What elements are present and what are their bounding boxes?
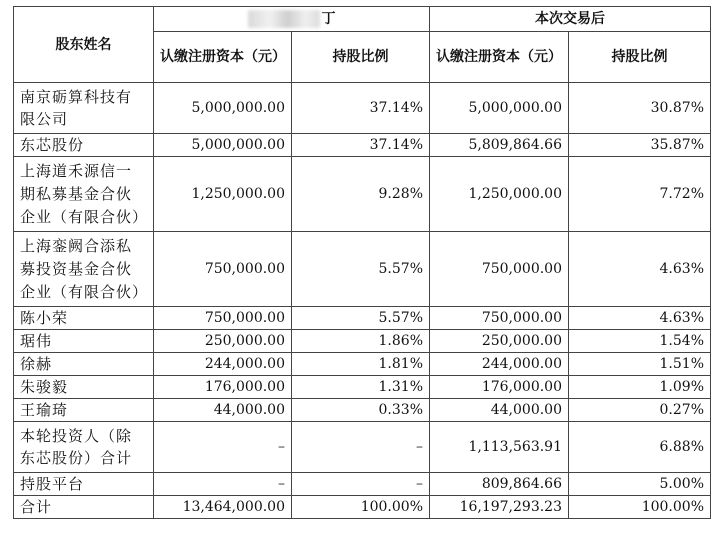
cell-before-ratio: 1.81% bbox=[292, 353, 430, 376]
table-row bbox=[14, 473, 711, 496]
cell-after-ratio: 7.72% bbox=[569, 157, 711, 232]
cell-name: 上海銮阙合添私募投资基金合伙企业（有限合伙） bbox=[14, 232, 154, 307]
cell-after-ratio: 100.00% bbox=[569, 496, 711, 519]
cell-before-ratio: – bbox=[292, 473, 430, 496]
cell-before-ratio: 37.14% bbox=[292, 83, 430, 134]
cell-before-capital: 13,464,000.00 bbox=[154, 496, 292, 519]
cell-before-capital: 750,000.00 bbox=[154, 307, 292, 330]
cell-after-capital: 16,197,293.23 bbox=[430, 496, 569, 519]
cell-name: 本轮投资人（除东芯股份）合计 bbox=[14, 422, 154, 473]
cell-name: 上海道禾源信一期私募基金合伙企业（有限合伙） bbox=[14, 157, 154, 232]
cell-after-capital: 244,000.00 bbox=[430, 353, 569, 376]
header-group-before: 丁 bbox=[154, 7, 430, 32]
table-row bbox=[14, 232, 711, 307]
table-row bbox=[14, 134, 711, 157]
cell-name: 东芯股份 bbox=[14, 134, 154, 157]
cell-before-capital: 44,000.00 bbox=[154, 399, 292, 422]
cell-name: 琚伟 bbox=[14, 330, 154, 353]
cell-before-capital: 5,000,000.00 bbox=[154, 83, 292, 134]
cell-after-capital: 250,000.00 bbox=[430, 330, 569, 353]
cell-after-ratio: 30.87% bbox=[569, 83, 711, 134]
header-before-capital: 认缴注册资本（元） bbox=[154, 32, 292, 83]
cell-before-ratio: 9.28% bbox=[292, 157, 430, 232]
cell-after-ratio: 5.00% bbox=[569, 473, 711, 496]
cell-before-capital: – bbox=[154, 422, 292, 473]
cell-after-capital: 750,000.00 bbox=[430, 307, 569, 330]
cell-after-ratio: 35.87% bbox=[569, 134, 711, 157]
cell-after-ratio: 0.27% bbox=[569, 399, 711, 422]
header-shareholder-name: 股东姓名 bbox=[14, 7, 154, 83]
header-after-ratio: 持股比例 bbox=[569, 32, 711, 83]
cell-before-ratio: 37.14% bbox=[292, 134, 430, 157]
table-row bbox=[14, 157, 711, 232]
blurred-header-text bbox=[248, 10, 320, 28]
shareholding-table-container bbox=[13, 6, 710, 519]
cell-before-ratio: – bbox=[292, 422, 430, 473]
cell-after-capital: 750,000.00 bbox=[430, 232, 569, 307]
cell-name: 朱骏毅 bbox=[14, 376, 154, 399]
cell-before-capital: – bbox=[154, 473, 292, 496]
cell-after-ratio: 1.51% bbox=[569, 353, 711, 376]
table-row bbox=[14, 376, 711, 399]
cell-after-capital: 1,250,000.00 bbox=[430, 157, 569, 232]
cell-before-ratio: 5.57% bbox=[292, 307, 430, 330]
cell-before-capital: 750,000.00 bbox=[154, 232, 292, 307]
cell-name: 徐赫 bbox=[14, 353, 154, 376]
table-row bbox=[14, 422, 711, 473]
cell-after-capital: 1,113,563.91 bbox=[430, 422, 569, 473]
table-row bbox=[14, 353, 711, 376]
header-group-after: 本次交易后 bbox=[430, 7, 711, 32]
header-before-ratio: 持股比例 bbox=[292, 32, 430, 83]
cell-after-ratio: 6.88% bbox=[569, 422, 711, 473]
cell-name: 陈小荣 bbox=[14, 307, 154, 330]
cell-after-capital: 809,864.66 bbox=[430, 473, 569, 496]
cell-after-ratio: 1.09% bbox=[569, 376, 711, 399]
table-row bbox=[14, 330, 711, 353]
cell-before-capital: 244,000.00 bbox=[154, 353, 292, 376]
cell-before-ratio: 1.86% bbox=[292, 330, 430, 353]
table-row-total bbox=[14, 496, 711, 519]
cell-name: 南京砺算科技有限公司 bbox=[14, 83, 154, 134]
cell-after-ratio: 4.63% bbox=[569, 307, 711, 330]
cell-after-ratio: 1.54% bbox=[569, 330, 711, 353]
cell-before-capital: 250,000.00 bbox=[154, 330, 292, 353]
cell-before-ratio: 1.31% bbox=[292, 376, 430, 399]
cell-before-capital: 176,000.00 bbox=[154, 376, 292, 399]
cell-after-capital: 44,000.00 bbox=[430, 399, 569, 422]
cell-after-ratio: 4.63% bbox=[569, 232, 711, 307]
table-row bbox=[14, 307, 711, 330]
cell-after-capital: 5,000,000.00 bbox=[430, 83, 569, 134]
cell-after-capital: 176,000.00 bbox=[430, 376, 569, 399]
header-after-capital: 认缴注册资本（元） bbox=[430, 32, 569, 83]
cell-before-ratio: 100.00% bbox=[292, 496, 430, 519]
cell-before-capital: 5,000,000.00 bbox=[154, 134, 292, 157]
shareholding-table bbox=[13, 6, 711, 519]
cell-before-capital: 1,250,000.00 bbox=[154, 157, 292, 232]
cell-name: 持股平台 bbox=[14, 473, 154, 496]
cell-name: 合计 bbox=[14, 496, 154, 519]
table-row bbox=[14, 399, 711, 422]
cell-before-ratio: 0.33% bbox=[292, 399, 430, 422]
cell-after-capital: 5,809,864.66 bbox=[430, 134, 569, 157]
cell-before-ratio: 5.57% bbox=[292, 232, 430, 307]
table-row bbox=[14, 83, 711, 134]
cell-name: 王瑜琦 bbox=[14, 399, 154, 422]
